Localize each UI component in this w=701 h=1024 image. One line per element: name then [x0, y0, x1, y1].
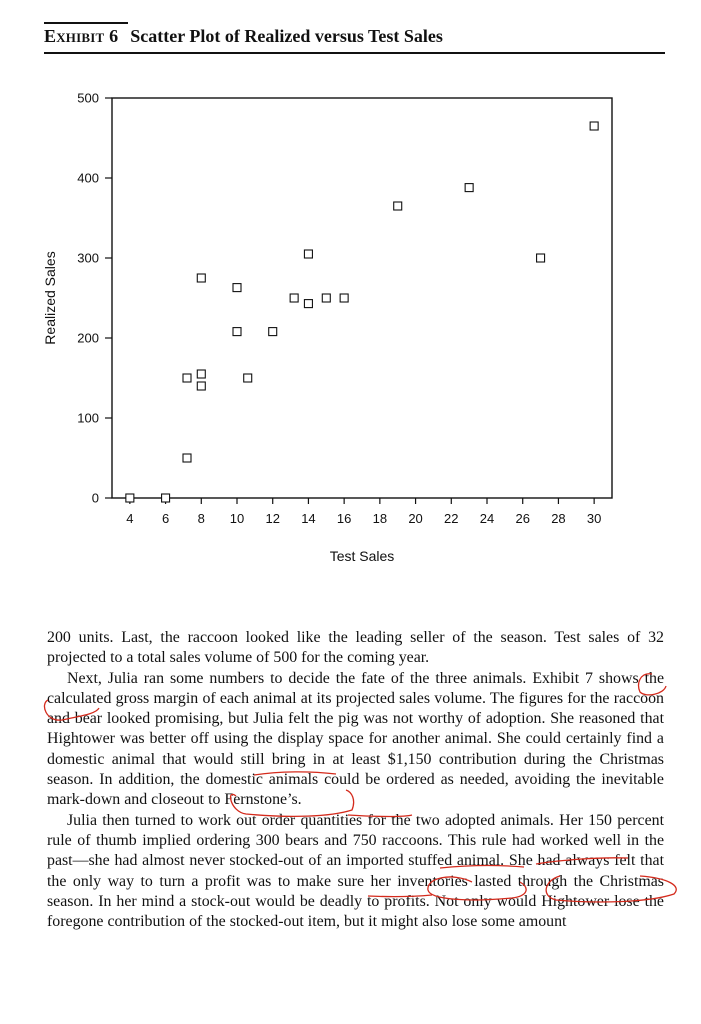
- x-tick-label: 20: [408, 511, 423, 526]
- x-tick-label: 30: [586, 511, 602, 526]
- exhibit-label: Exhibit 6: [44, 26, 119, 46]
- data-point: [340, 294, 348, 302]
- plot-frame: [112, 98, 612, 498]
- y-tick-label: 500: [77, 90, 99, 106]
- data-point: [233, 328, 241, 336]
- x-tick-label: 4: [126, 511, 134, 526]
- x-axis-label: Test Sales: [329, 548, 395, 564]
- header-bottom-rule: [44, 52, 665, 54]
- data-point: [465, 184, 473, 192]
- paragraph-3: Julia then turned to work out order quantities for the two adopted animals. Her 150 percent rule of thumb implied ordering 300 bears and 750 raccoons. This rule had worked well in the past—she had almost never stocked-out of an imported stuffed animal. She had always felt that the only way to turn a profit was to make sure her inventories lasted through the Christmas season. In her mind a stock-out would be deadly to profits. Not only would Hightower lose the foregone contribution of the stocked-out item, but it might also lose some amount: [47, 811, 664, 931]
- data-point: [322, 294, 330, 302]
- data-point: [233, 284, 241, 292]
- x-tick-label: 24: [479, 511, 495, 526]
- paragraph-1: 200 units. Last, the raccoon looked like the leading seller of the season. Test sales of 32 projected to a total sales volume of 500 for the coming year.: [47, 629, 664, 667]
- exhibit-header: [44, 26, 664, 47]
- y-tick-label: 0: [91, 490, 99, 506]
- data-point: [197, 370, 205, 378]
- header-top-rule: [44, 22, 128, 24]
- y-tick-label: 100: [77, 410, 99, 426]
- data-point: [304, 250, 312, 258]
- data-point: [183, 454, 191, 462]
- data-point: [126, 494, 134, 502]
- y-tick-label: 200: [77, 330, 99, 346]
- x-axis: [126, 498, 601, 526]
- x-tick-label: 16: [336, 511, 352, 526]
- y-axis: [77, 91, 112, 506]
- exhibit-title: Scatter Plot of Realized versus Test Sales: [130, 26, 443, 46]
- data-point: [197, 274, 205, 282]
- x-tick-label: 6: [161, 511, 170, 526]
- paragraph-2: Next, Julia ran some numbers to decide the fate of the three animals. Exhibit 7 shows the calculated gross margin of each animal at its projected sales volume. The figures for the raccoon and bear looked promising, but Julia felt the pig was not worthy of adoption. She reasoned that Hightower was better off using the display space for another animal. She could certainly find a domestic animal that would still bring in at least $1,150 contribution during the Christmas season. In addition, the domestic animals could be ordered as needed, avoiding the inevitable mark-down and closeout to Fernstone’s.: [47, 669, 664, 809]
- x-tick-label: 12: [265, 511, 280, 526]
- y-tick-label: 400: [77, 170, 99, 186]
- data-point: [162, 494, 170, 502]
- data-point: [304, 300, 312, 308]
- x-tick-label: 18: [372, 511, 388, 526]
- data-point: [590, 122, 598, 130]
- x-tick-label: 8: [197, 511, 205, 526]
- data-point: [269, 328, 277, 336]
- x-tick-label: 22: [444, 511, 459, 526]
- data-point: [183, 374, 191, 382]
- data-point: [290, 294, 298, 302]
- y-tick-label: 300: [77, 250, 99, 266]
- x-tick-label: 10: [229, 511, 245, 526]
- x-tick-label: 14: [301, 511, 316, 526]
- data-point: [197, 382, 205, 390]
- data-point: [244, 374, 252, 382]
- x-tick-label: 26: [515, 511, 530, 526]
- data-point: [537, 254, 545, 262]
- y-axis-label: Realized Sales: [42, 251, 58, 345]
- x-tick-label: 28: [551, 511, 566, 526]
- data-point: [394, 202, 402, 210]
- data-points: [126, 122, 598, 502]
- scatter-chart: [0, 80, 701, 580]
- body-text: [47, 628, 664, 932]
